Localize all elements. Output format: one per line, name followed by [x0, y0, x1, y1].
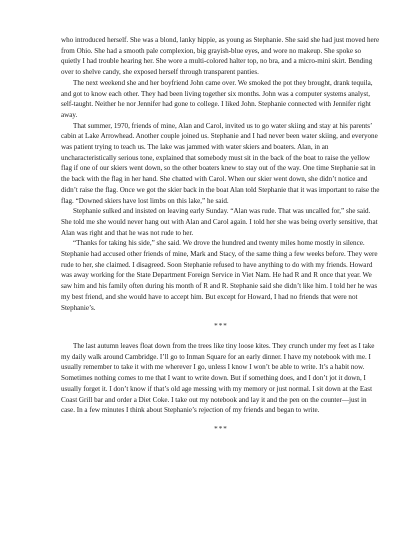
section-separator: *** [214, 424, 228, 433]
paragraph-taking-sides: “Thanks for taking his side,” she said. We drove the hundred and twenty miles home mostly in silence. Stephanie had accused other friends of mine, Mark and Stacy, of the same thing a few weeks before. They were rude to her, she claimed. I disagreed. Soon Stephanie refused to have anything to do with my friends. Howard was away working for the State Department Foreign Service in Viet Nam. He had R and R once that year. We saw him and his family often during his month of R and R. Stephanie said she didn’t like him. I told her he was my best friend, and she would have to accept him. But except for Howard, I had no friends that were not Stephanie’s. [61, 239, 378, 312]
paragraph-autumn-leaves: The last autumn leaves float down from the trees like tiny loose kites. They crunch under my feet as I take my daily walk around Cambridge. I’ll go to Inman Square for an early dinner. I have my notebook with me. I usually remember to take it with me wherever I go, unless I know I won’t be able to write. It’s a habit now. Sometimes nothing comes to me that I want to write down. But if something does, and I don’t jot it down, I usually forget it. I don’t know if that’s old age messing with my memory or just normal. I sit down at the East Coast Grill bar and order a Diet Coke. I take out my notebook and lay it and the pen on the counter—just in case. In a few minutes I think about Stephanie’s rejection of my friends and began to write. [61, 341, 375, 415]
paragraph-john-visit: The next weekend she and her boyfriend John came over. We smoked the pot they brought, drank tequila, and got to know each other. They had been living together six months. John was a computer systems analyst, self-taught. Neither he nor Jennifer had gone to college. I liked John. Stephanie connected with Jennifer right away. [61, 78, 373, 119]
paragraph-lake-arrowhead: That summer, 1970, friends of mine, Alan and Carol, invited us to go water skiing and stay at his parents’ cabin at Lake Arrowhead. Another couple joined us. Stephanie and I had never been water skiing, and everyone was patient trying to teach us. The lake was jammed with water skiers and boaters. Alan, in an uncharacteristically serious tone, explained that somebody must sit in the back of the boat to raise the yellow flag if one of our skiers went down, so the other boaters knew to stay out of the way. One time Stephanie sat in the back with the flag in her hand. She chatted with Carol. When our skier went down, she didn’t notice and didn’t raise the flag. Once we got the skier back in the boat Alan told Stephanie that it was important to raise the flag. “Downed skiers have lost limbs on this lake,” he said. [61, 121, 380, 205]
paragraph-leaving-early: Stephanie sulked and insisted on leaving early Sunday. “Alan was rude. That was uncalled for,” she said. She told me she would never hang out with Alan and Carol again. I told her she was being overly sensitive, that Alan was right and that he was not rude to her. [61, 207, 378, 237]
paragraph-continued: who introduced herself. She was a blond, lanky hippie, as young as Stephanie. She said she had just moved here from Ohio. She had a smooth pale complexion, big grayish-blue eyes, and wore no makeup. She spoke so quietly I had trouble hearing her. She wore a multi-colored halter top, no bra, and a micro-mini skirt. Bending over to shelve candy, she exposed herself through transparent panties. [61, 36, 380, 77]
section-separator: *** [214, 322, 228, 331]
